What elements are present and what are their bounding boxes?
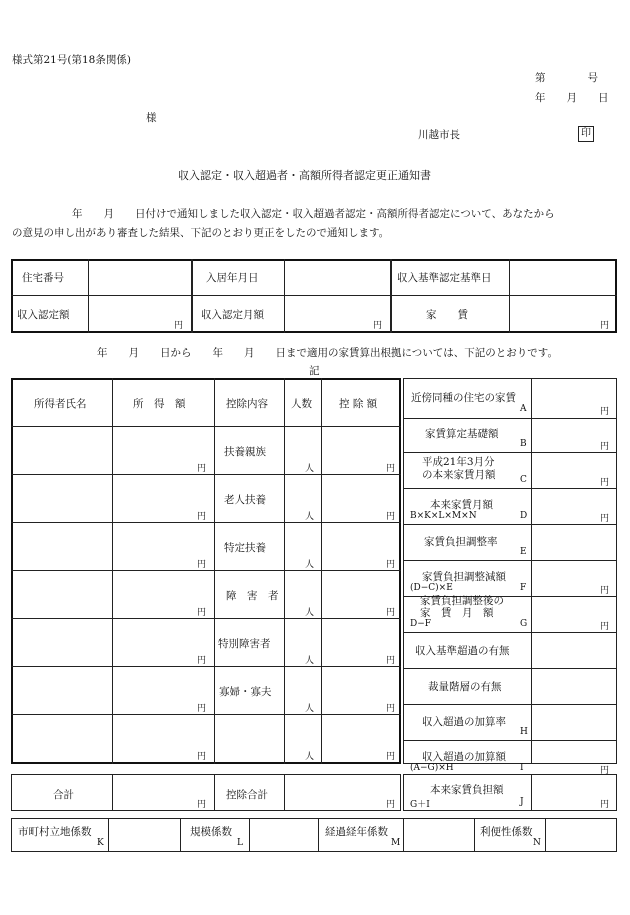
deduction-total-label: 控除合計 <box>226 789 268 801</box>
yen-unit: 円 <box>386 512 396 522</box>
yen-unit: 円 <box>197 752 207 762</box>
adjusted-rent-label: 家賃負担調整後の 家 賃 月 額 <box>420 595 504 619</box>
deduction-special-disabled: 特別障害者 <box>218 638 271 650</box>
yen-unit: 円 <box>600 514 610 524</box>
intro-line-1: 年 月 日付けで通知しました収入認定・収入超過者認定・高額所得者認定について、あなたから <box>72 208 555 220</box>
code-e: E <box>520 547 527 557</box>
code-d: D <box>520 511 528 521</box>
yen-unit: 円 <box>600 478 610 488</box>
top-table <box>11 259 617 333</box>
deduction-disabled: 障 害 者 <box>226 590 279 602</box>
yen-unit: 円 <box>600 800 610 810</box>
code-f: F <box>520 583 527 593</box>
formula-i: (A−G)×H <box>410 763 454 773</box>
formula-d: B×K×L×M×N <box>410 511 477 521</box>
yen-unit: 円 <box>600 407 610 417</box>
official-seal: 印 <box>578 126 594 142</box>
recipient-honorific: 様 <box>146 112 157 124</box>
yen-unit: 円 <box>197 512 207 522</box>
intro-line-2: の意見の申し出があり審査した結果、下記のとおり更正をしたので通知します。 <box>12 227 390 239</box>
yen-unit: 円 <box>600 622 610 632</box>
h21-rent-label: 平成21年3月分 の本来家賃月額 <box>422 456 496 481</box>
move-in-date-label: 入居年月日 <box>206 272 259 284</box>
deduction-widow: 寡婦・寡夫 <box>219 686 272 698</box>
document-title: 収入認定・収入超過者・高額所得者認定更正通知書 <box>178 169 431 182</box>
yen-unit: 円 <box>197 560 207 570</box>
coef-location-label: 市町村立地係数 <box>18 826 92 838</box>
yen-unit: 円 <box>197 608 207 618</box>
rent-base-amount-label: 家賃算定基礎額 <box>425 428 499 440</box>
person-unit: 人 <box>305 560 315 570</box>
header-count: 人数 <box>291 398 312 410</box>
neighborhood-rent-label: 近傍同種の住宅の家賃 <box>411 392 516 404</box>
rent-label: 家 賃 <box>426 309 468 321</box>
code-g: G <box>520 619 528 629</box>
income-over-flag-label: 収入基準超過の有無 <box>415 645 510 657</box>
code-i: I <box>520 763 524 773</box>
yen-unit: 円 <box>600 586 610 596</box>
period-line: 年 月 日から 年 月 日まで適用の家賃算出根拠については、下記のとおりです。 <box>97 347 558 359</box>
total-label: 合計 <box>53 789 74 801</box>
coef-aging-label: 経過経年係数 <box>325 826 388 838</box>
person-unit: 人 <box>305 752 315 762</box>
header-deduction-amount: 控 除 額 <box>339 398 378 410</box>
code-l: L <box>237 838 243 848</box>
yen-unit: 円 <box>373 321 383 331</box>
person-unit: 人 <box>305 464 315 474</box>
code-c: C <box>520 475 527 485</box>
deduction-specific: 特定扶養 <box>224 542 266 554</box>
yen-unit: 円 <box>174 321 184 331</box>
person-unit: 人 <box>305 608 315 618</box>
header-income: 所 得 額 <box>133 398 186 410</box>
formula-g: D−F <box>410 619 432 629</box>
code-m: M <box>391 838 401 848</box>
yen-unit: 円 <box>197 704 207 714</box>
yen-unit: 円 <box>386 704 396 714</box>
income-monthly-label: 収入認定月額 <box>201 309 264 321</box>
yen-unit: 円 <box>600 766 610 776</box>
yen-unit: 円 <box>386 608 396 618</box>
yen-unit: 円 <box>600 321 610 331</box>
code-n: N <box>533 838 541 848</box>
yen-unit: 円 <box>386 752 396 762</box>
issuer-name: 川越市長 <box>418 129 460 141</box>
code-j: J <box>520 797 524 807</box>
standard-rent-label: 本来家賃月額 <box>430 499 493 511</box>
header-name: 所得者氏名 <box>34 398 87 410</box>
excess-rate-label: 収入超過の加算率 <box>422 716 506 728</box>
code-b: B <box>520 439 527 449</box>
code-a: A <box>520 404 527 414</box>
income-base-date-label: 収入基準認定基準日 <box>397 272 492 284</box>
adjustment-rate-label: 家賃負担調整率 <box>424 536 498 548</box>
discretionary-flag-label: 裁量階層の有無 <box>428 681 502 693</box>
yen-unit: 円 <box>197 800 207 810</box>
person-unit: 人 <box>305 656 315 666</box>
yen-unit: 円 <box>386 464 396 474</box>
form-number: 様式第21号(第18条関係) <box>12 54 131 66</box>
code-k: K <box>97 838 104 848</box>
income-amount-label: 収入認定額 <box>17 309 70 321</box>
yen-unit: 円 <box>197 464 207 474</box>
yen-unit: 円 <box>386 800 396 810</box>
person-unit: 人 <box>305 704 315 714</box>
yen-unit: 円 <box>386 560 396 570</box>
housing-number-label: 住宅番号 <box>22 272 64 284</box>
coef-convenience-label: 利便性係数 <box>480 826 533 838</box>
coef-scale-label: 規模係数 <box>190 826 232 838</box>
formula-f: (D−C)×E <box>410 583 453 593</box>
header-deduction-type: 控除内容 <box>226 398 268 410</box>
code-h: H <box>520 727 528 737</box>
document-number: 第 号 <box>535 72 598 84</box>
document-date: 年 月 日 <box>535 92 609 104</box>
adjustment-reduction-label: 家賃負担調整減額 <box>422 571 506 583</box>
person-unit: 人 <box>305 512 315 522</box>
formula-j: G＋I <box>410 800 430 810</box>
yen-unit: 円 <box>197 656 207 666</box>
excess-amount-label: 収入超過の加算額 <box>422 751 506 763</box>
standard-burden-label: 本来家賃負担額 <box>430 784 504 796</box>
yen-unit: 円 <box>600 442 610 452</box>
deduction-dependents: 扶養親族 <box>224 446 266 458</box>
ki-marker: 記 <box>309 365 320 377</box>
deduction-elderly: 老人扶養 <box>224 494 266 506</box>
yen-unit: 円 <box>386 656 396 666</box>
